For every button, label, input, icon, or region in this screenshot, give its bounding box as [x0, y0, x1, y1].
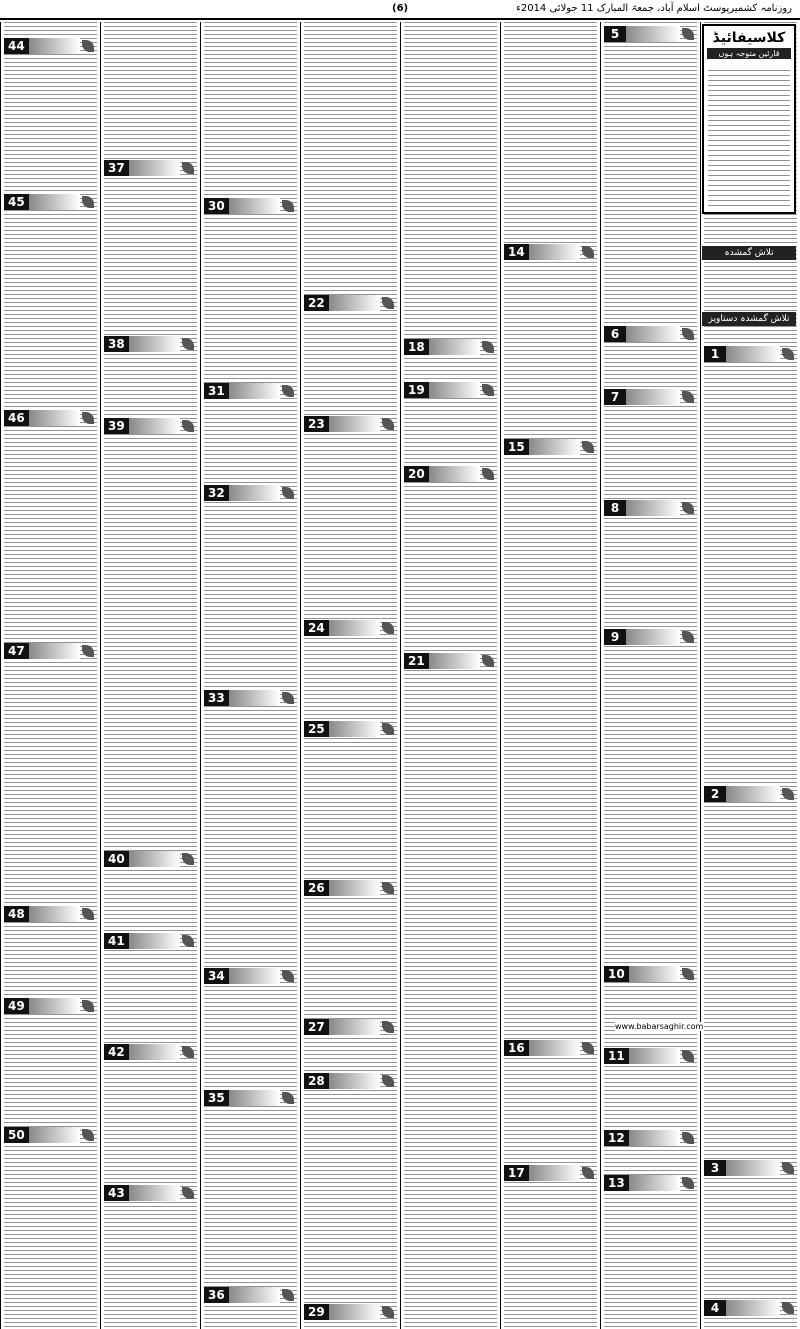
ad-number-16: 16 — [504, 1040, 596, 1056]
column-4 — [300, 22, 400, 1329]
section-lost-document: تلاش گمشدہ دستاویز — [702, 312, 796, 326]
leaf-icon — [182, 853, 194, 865]
ad-number-9: 9 — [604, 629, 696, 645]
leaf-icon — [682, 28, 694, 40]
ad-number-43: 43 — [104, 1185, 196, 1201]
masthead: روزنامہ کشمیرپوسٹ اسلام آباد، جمعۃ المبارک 11 جولائی 2014ء — [516, 3, 792, 14]
column-3 — [200, 22, 300, 1329]
ad-number-30: 30 — [204, 198, 296, 214]
leaf-icon — [782, 788, 794, 800]
ad-number-7: 7 — [604, 389, 696, 405]
ad-number-6: 6 — [604, 326, 696, 342]
ad-number-44: 44 — [4, 38, 96, 54]
leaf-icon — [382, 1021, 394, 1033]
leaf-icon — [282, 385, 294, 397]
leaf-icon — [682, 328, 694, 340]
ad-number-1: 1 — [704, 346, 796, 362]
leaf-icon — [82, 412, 94, 424]
leaf-icon — [82, 40, 94, 52]
leaf-icon — [582, 441, 594, 453]
ad-number-47: 47 — [4, 643, 96, 659]
ad-number-22: 22 — [304, 295, 396, 311]
ad-number-46: 46 — [4, 410, 96, 426]
leaf-icon — [282, 1092, 294, 1104]
leaf-icon — [182, 162, 194, 174]
ad-number-31: 31 — [204, 383, 296, 399]
leaf-icon — [482, 341, 494, 353]
leaf-icon — [482, 655, 494, 667]
ad-number-2: 2 — [704, 786, 796, 802]
leaf-icon — [582, 1167, 594, 1179]
column-6 — [500, 22, 600, 1329]
leaf-icon — [682, 968, 694, 980]
leaf-icon — [282, 487, 294, 499]
leaf-icon — [82, 1000, 94, 1012]
page-number: (6) — [392, 3, 409, 14]
ad-number-15: 15 — [504, 439, 596, 455]
ad-number-33: 33 — [204, 690, 296, 706]
ad-number-13: 13 — [604, 1175, 696, 1191]
ad-number-49: 49 — [4, 998, 96, 1014]
ad-number-42: 42 — [104, 1044, 196, 1060]
website-link[interactable]: www.babarsaghir.com — [615, 1022, 704, 1031]
leaf-icon — [82, 908, 94, 920]
leaf-icon — [382, 1306, 394, 1318]
ad-number-21: 21 — [404, 653, 496, 669]
leaf-icon — [182, 1046, 194, 1058]
leaf-icon — [582, 1042, 594, 1054]
leaf-icon — [382, 723, 394, 735]
classified-subtitle: قارئین متوجہ ہوں — [707, 48, 791, 59]
ad-number-24: 24 — [304, 620, 396, 636]
ad-number-14: 14 — [504, 244, 596, 260]
leaf-icon — [82, 1129, 94, 1141]
leaf-icon — [82, 196, 94, 208]
ad-number-40: 40 — [104, 851, 196, 867]
leaf-icon — [682, 1132, 694, 1144]
classified-title: کلاسیفائیڈ — [712, 30, 786, 46]
leaf-icon — [782, 1162, 794, 1174]
leaf-icon — [382, 418, 394, 430]
ad-number-12: 12 — [604, 1130, 696, 1146]
leaf-icon — [282, 200, 294, 212]
ad-number-45: 45 — [4, 194, 96, 210]
leaf-icon — [282, 692, 294, 704]
leaf-icon — [782, 348, 794, 360]
ad-number-41: 41 — [104, 933, 196, 949]
ad-number-23: 23 — [304, 416, 396, 432]
ad-number-48: 48 — [4, 906, 96, 922]
ad-number-25: 25 — [304, 721, 396, 737]
leaf-icon — [482, 384, 494, 396]
ad-number-19: 19 — [404, 382, 496, 398]
leaf-icon — [282, 1289, 294, 1301]
leaf-icon — [682, 1177, 694, 1189]
leaf-icon — [182, 338, 194, 350]
ad-number-37: 37 — [104, 160, 196, 176]
column-5 — [400, 22, 500, 1329]
ad-number-5: 5 — [604, 26, 696, 42]
ad-number-32: 32 — [204, 485, 296, 501]
leaf-icon — [182, 935, 194, 947]
ad-number-36: 36 — [204, 1287, 296, 1303]
ad-number-8: 8 — [604, 500, 696, 516]
leaf-icon — [582, 246, 594, 258]
leaf-icon — [682, 502, 694, 514]
leaf-icon — [82, 645, 94, 657]
leaf-icon — [682, 391, 694, 403]
ad-number-50: 50 — [4, 1127, 96, 1143]
ad-number-39: 39 — [104, 418, 196, 434]
ad-number-20: 20 — [404, 466, 496, 482]
ad-number-34: 34 — [204, 968, 296, 984]
ad-number-29: 29 — [304, 1304, 396, 1320]
ad-number-10: 10 — [604, 966, 696, 982]
leaf-icon — [382, 1075, 394, 1087]
section-lost: تلاش گمشدہ — [702, 246, 796, 260]
leaf-icon — [482, 468, 494, 480]
ad-number-35: 35 — [204, 1090, 296, 1106]
ad-number-4: 4 — [704, 1300, 796, 1316]
ad-number-11: 11 — [604, 1048, 696, 1064]
ad-number-3: 3 — [704, 1160, 796, 1176]
page-header — [0, 0, 800, 20]
leaf-icon — [682, 1050, 694, 1062]
ad-number-26: 26 — [304, 880, 396, 896]
ad-number-28: 28 — [304, 1073, 396, 1089]
column-2 — [100, 22, 200, 1329]
leaf-icon — [382, 622, 394, 634]
leaf-icon — [182, 1187, 194, 1199]
leaf-icon — [182, 420, 194, 432]
leaf-icon — [682, 631, 694, 643]
leaf-icon — [382, 297, 394, 309]
leaf-icon — [782, 1302, 794, 1314]
leaf-icon — [382, 882, 394, 894]
ad-number-38: 38 — [104, 336, 196, 352]
column-8 — [700, 22, 800, 1329]
ad-number-18: 18 — [404, 339, 496, 355]
ad-number-17: 17 — [504, 1165, 596, 1181]
leaf-icon — [282, 970, 294, 982]
ad-number-27: 27 — [304, 1019, 396, 1035]
classified-box — [702, 24, 796, 214]
